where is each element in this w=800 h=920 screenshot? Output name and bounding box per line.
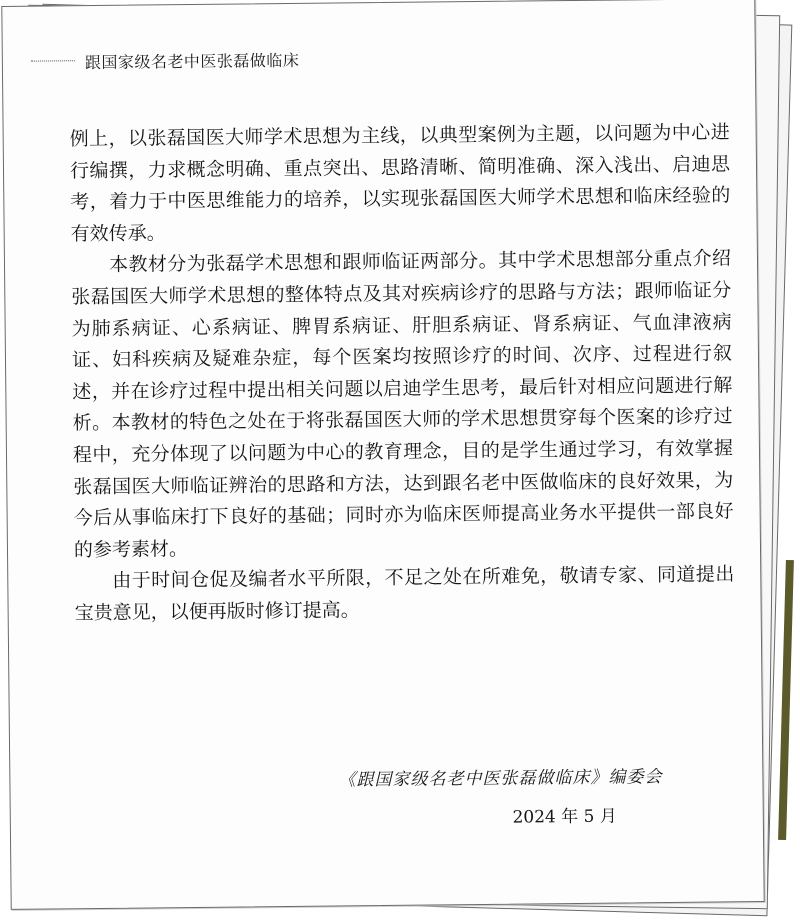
editorial-committee: 《跟国家级名老中医张磊做临床》编委会 <box>338 767 663 791</box>
signature-block <box>338 762 663 829</box>
document-page <box>1 0 764 910</box>
page-edge-accent <box>778 560 794 840</box>
running-header: 跟国家级名老中医张磊做临床 <box>84 50 300 73</box>
header-rule <box>31 60 75 61</box>
paragraph-3: 由于时间仓促及编者水平所限，不足之处在所难免，敬请专家、同道提出宝贵意见，以便再版时修订提高。 <box>74 563 735 625</box>
paragraph-2: 本教材分为张磊学术思想和跟师临证两部分。其中学术思想部分重点介绍张磊国医大师学术思想的整体特点及其对疾病诊疗的思路与方法；跟师临证分为肺系病证、心系病证、脾胃系病证、肝胆系病证、肾系病证、气血津液病证、妇科疾病及疑难杂症，每个医案均按照诊疗的时间、次序、过程进行叙述，并在诊疗过程中提出相关问题以启迪学生思考，最后针对相应问题进行解析。本教材的特色之处在于将张磊国医大师的学术思想贯穿每个医案的诊疗过程中，充分体现了以问题为中心的教育理念，目的是学生通过学习，有效掌握张磊国医大师临证辨治的思路和方法，达到跟名老中医做临床的良好效果，为今后从事临床打下良好的基础；同时亦为临床医师提高业务水平提供一部良好的参考素材。 <box>71 247 734 561</box>
body-text <box>70 117 735 629</box>
publication-date: 2024 年 5 月 <box>512 806 617 828</box>
paragraph-1: 例上，以张磊国医大师学术思想为主线，以典型案例为主题，以问题为中心进行编撰，力求概念明确、重点突出、思路清晰、简明准确、深入浅出、启迪思考，着力于中医思维能力的培养，以实现张磊国医大师学术思想和临床经验的有效传承。 <box>69 121 731 246</box>
